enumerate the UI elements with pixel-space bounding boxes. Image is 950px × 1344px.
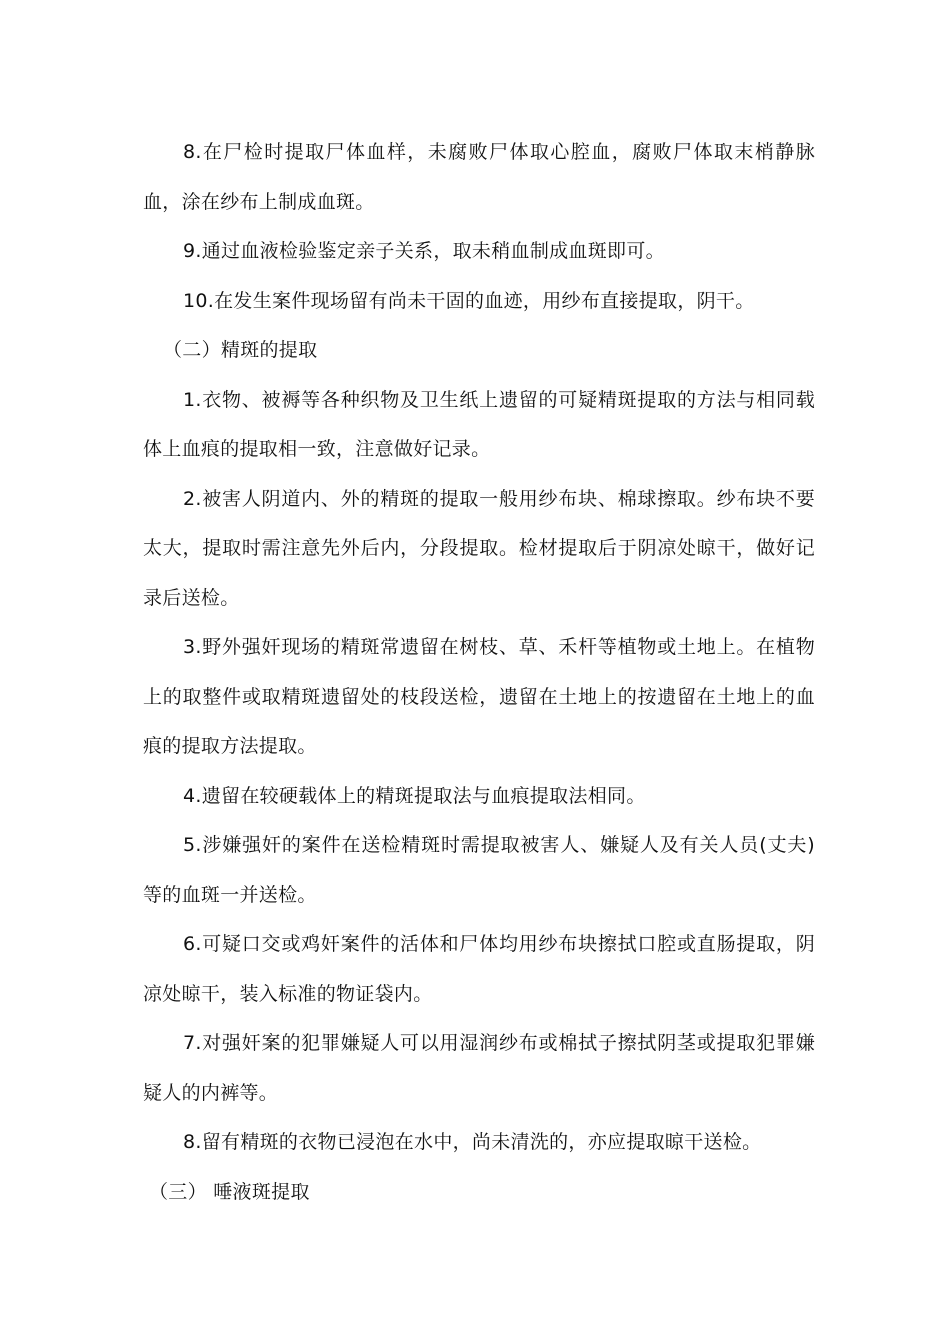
paragraph-semen-item-7: 7.对强奸案的犯罪嫌疑人可以用湿润纱布或棉拭子擦拭阴茎或提取犯罪嫌疑人的内裤等。 [143, 1032, 815, 1104]
section-heading-saliva: （三） 唾液斑提取 [149, 1180, 310, 1203]
paragraph-semen-item-2: 2.被害人阴道内、外的精斑的提取一般用纱布块、棉球擦取。纱布块不要太大，提取时需注意先外后内，分段提取。检材提取后于阴凉处晾干，做好记录后送检。 [143, 487, 815, 609]
paragraph-semen-item-1: 1.衣物、被褥等各种织物及卫生纸上遗留的可疑精斑提取的方法与相同载体上血痕的提取相一致，注意做好记录。 [143, 388, 815, 460]
paragraph-semen-item-8: 8.留有精斑的衣物已浸泡在水中，尚未清洗的，亦应提取晾干送检。 [183, 1131, 762, 1153]
paragraph-semen-item-5: 5.涉嫌强奸的案件在送检精斑时需提取被害人、嫌疑人及有关人员(丈夫)等的血斑一并送检。 [143, 834, 815, 906]
paragraph-blood-item-9: 9.通过血液检验鉴定亲子关系，取未稍血制成血斑即可。 [183, 240, 665, 262]
paragraph-semen-item-4: 4.遗留在较硬载体上的精斑提取法与血痕提取法相同。 [183, 784, 646, 807]
paragraph-blood-item-10: 10.在发生案件现场留有尚未干固的血迹，用纱布直接提取，阴干。 [183, 289, 755, 312]
paragraph-blood-item-8: 8.在尸检时提取尸体血样，未腐败尸体取心腔血，腐败尸体取末梢静脉血，涂在纱布上制成血斑。 [143, 141, 815, 213]
document-body [143, 128, 815, 1217]
paragraph-semen-item-3: 3.野外强奸现场的精斑常遗留在树枝、草、禾杆等植物或土地上。在植物上的取整件或取精斑遗留处的枝段送检，遗留在土地上的按遗留在土地上的血痕的提取方法提取。 [143, 636, 815, 757]
paragraph-semen-item-6: 6.可疑口交或鸡奸案件的活体和尸体均用纱布块擦拭口腔或直肠提取，阴凉处晾干，装入标准的物证袋内。 [143, 933, 815, 1005]
section-heading-semen: （二）精斑的提取 [163, 339, 318, 361]
